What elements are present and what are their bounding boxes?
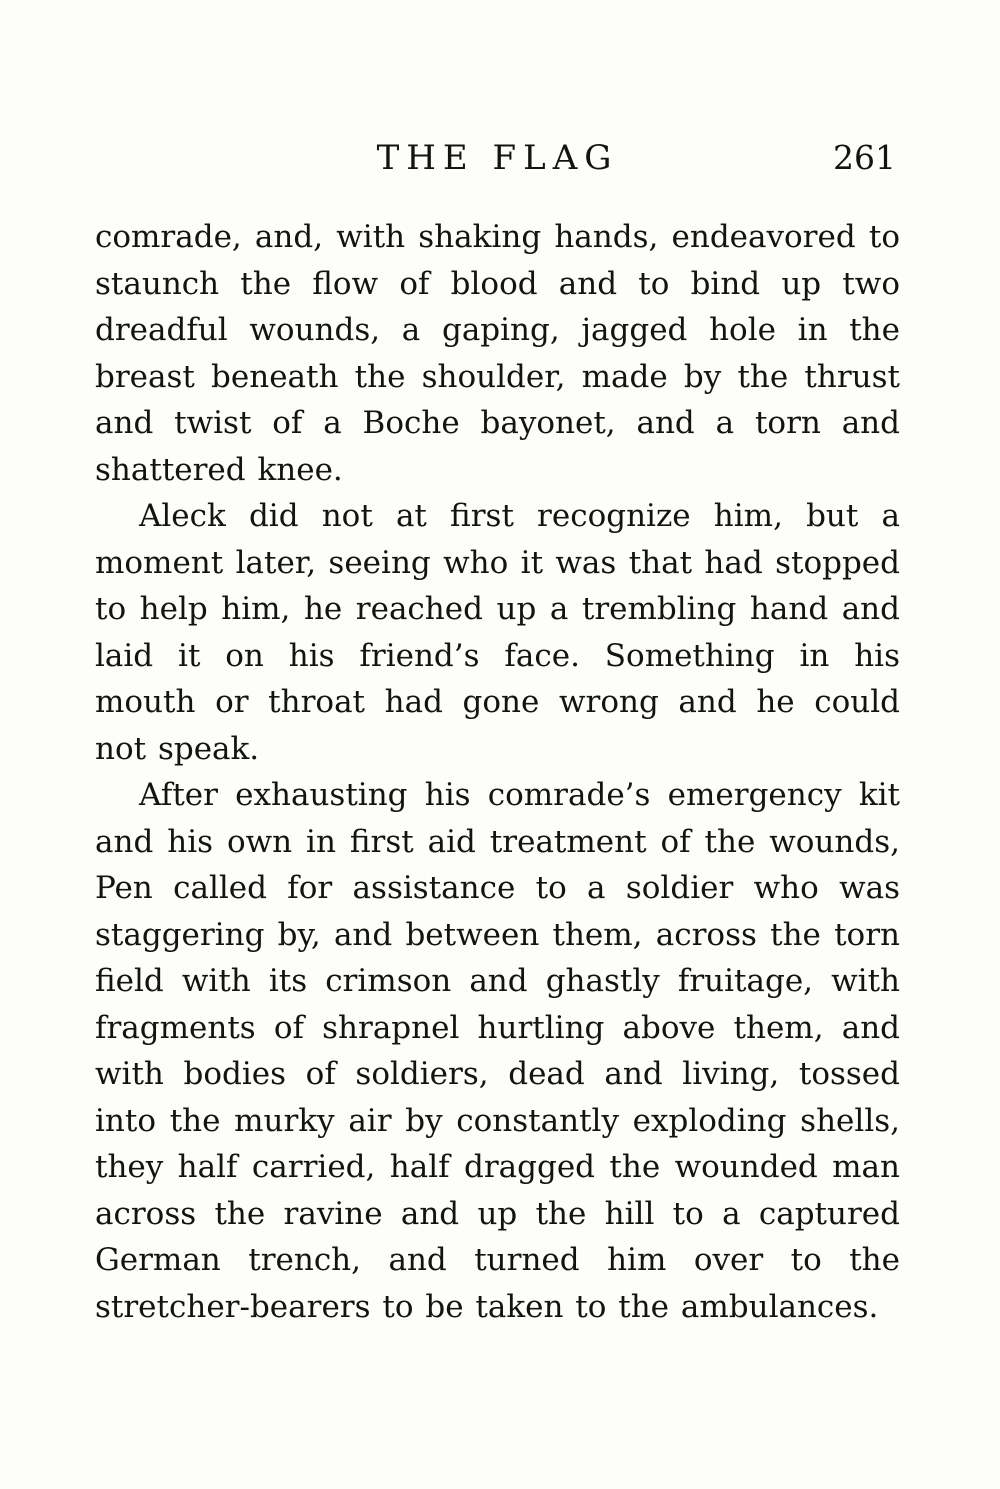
paragraph: comrade, and, with shaking hands, endeavored to staunch the flow of blood and to bind up two dreadful wounds, a gaping, jagged hole in the breast beneath the shoulder, made by the thrust and twist of a Boche bayonet, and a torn and shattered knee. [95,219,900,488]
page-title: THE FLAG [376,138,619,178]
paragraph: After exhausting his comrade’s emergency kit and his own in first aid treatment of the wounds, Pen called for assistance to a soldier who was staggering by, and between them, across the torn field with its crimson and ghastly fruitage, with fragments of shrapnel hurtling above them, and with bodies of soldiers, dead and living, tossed into the murky air by constantly exploding shells, they half carried, half dragged the wounded man across the ravine and up the hill to a captured German trench, and turned him over to the stretcher-bearers to be taken to the ambulances. [95,777,900,1325]
running-header [95,138,900,190]
page-number: 261 [833,138,896,177]
paragraph: Aleck did not at first recognize him, but a moment later, seeing who it was that had stopped to help him, he reached up a trembling hand and laid it on his friend’s face. Something in his mouth or throat had gone wrong and he could not speak. [95,498,900,767]
page-body [95,214,900,1330]
